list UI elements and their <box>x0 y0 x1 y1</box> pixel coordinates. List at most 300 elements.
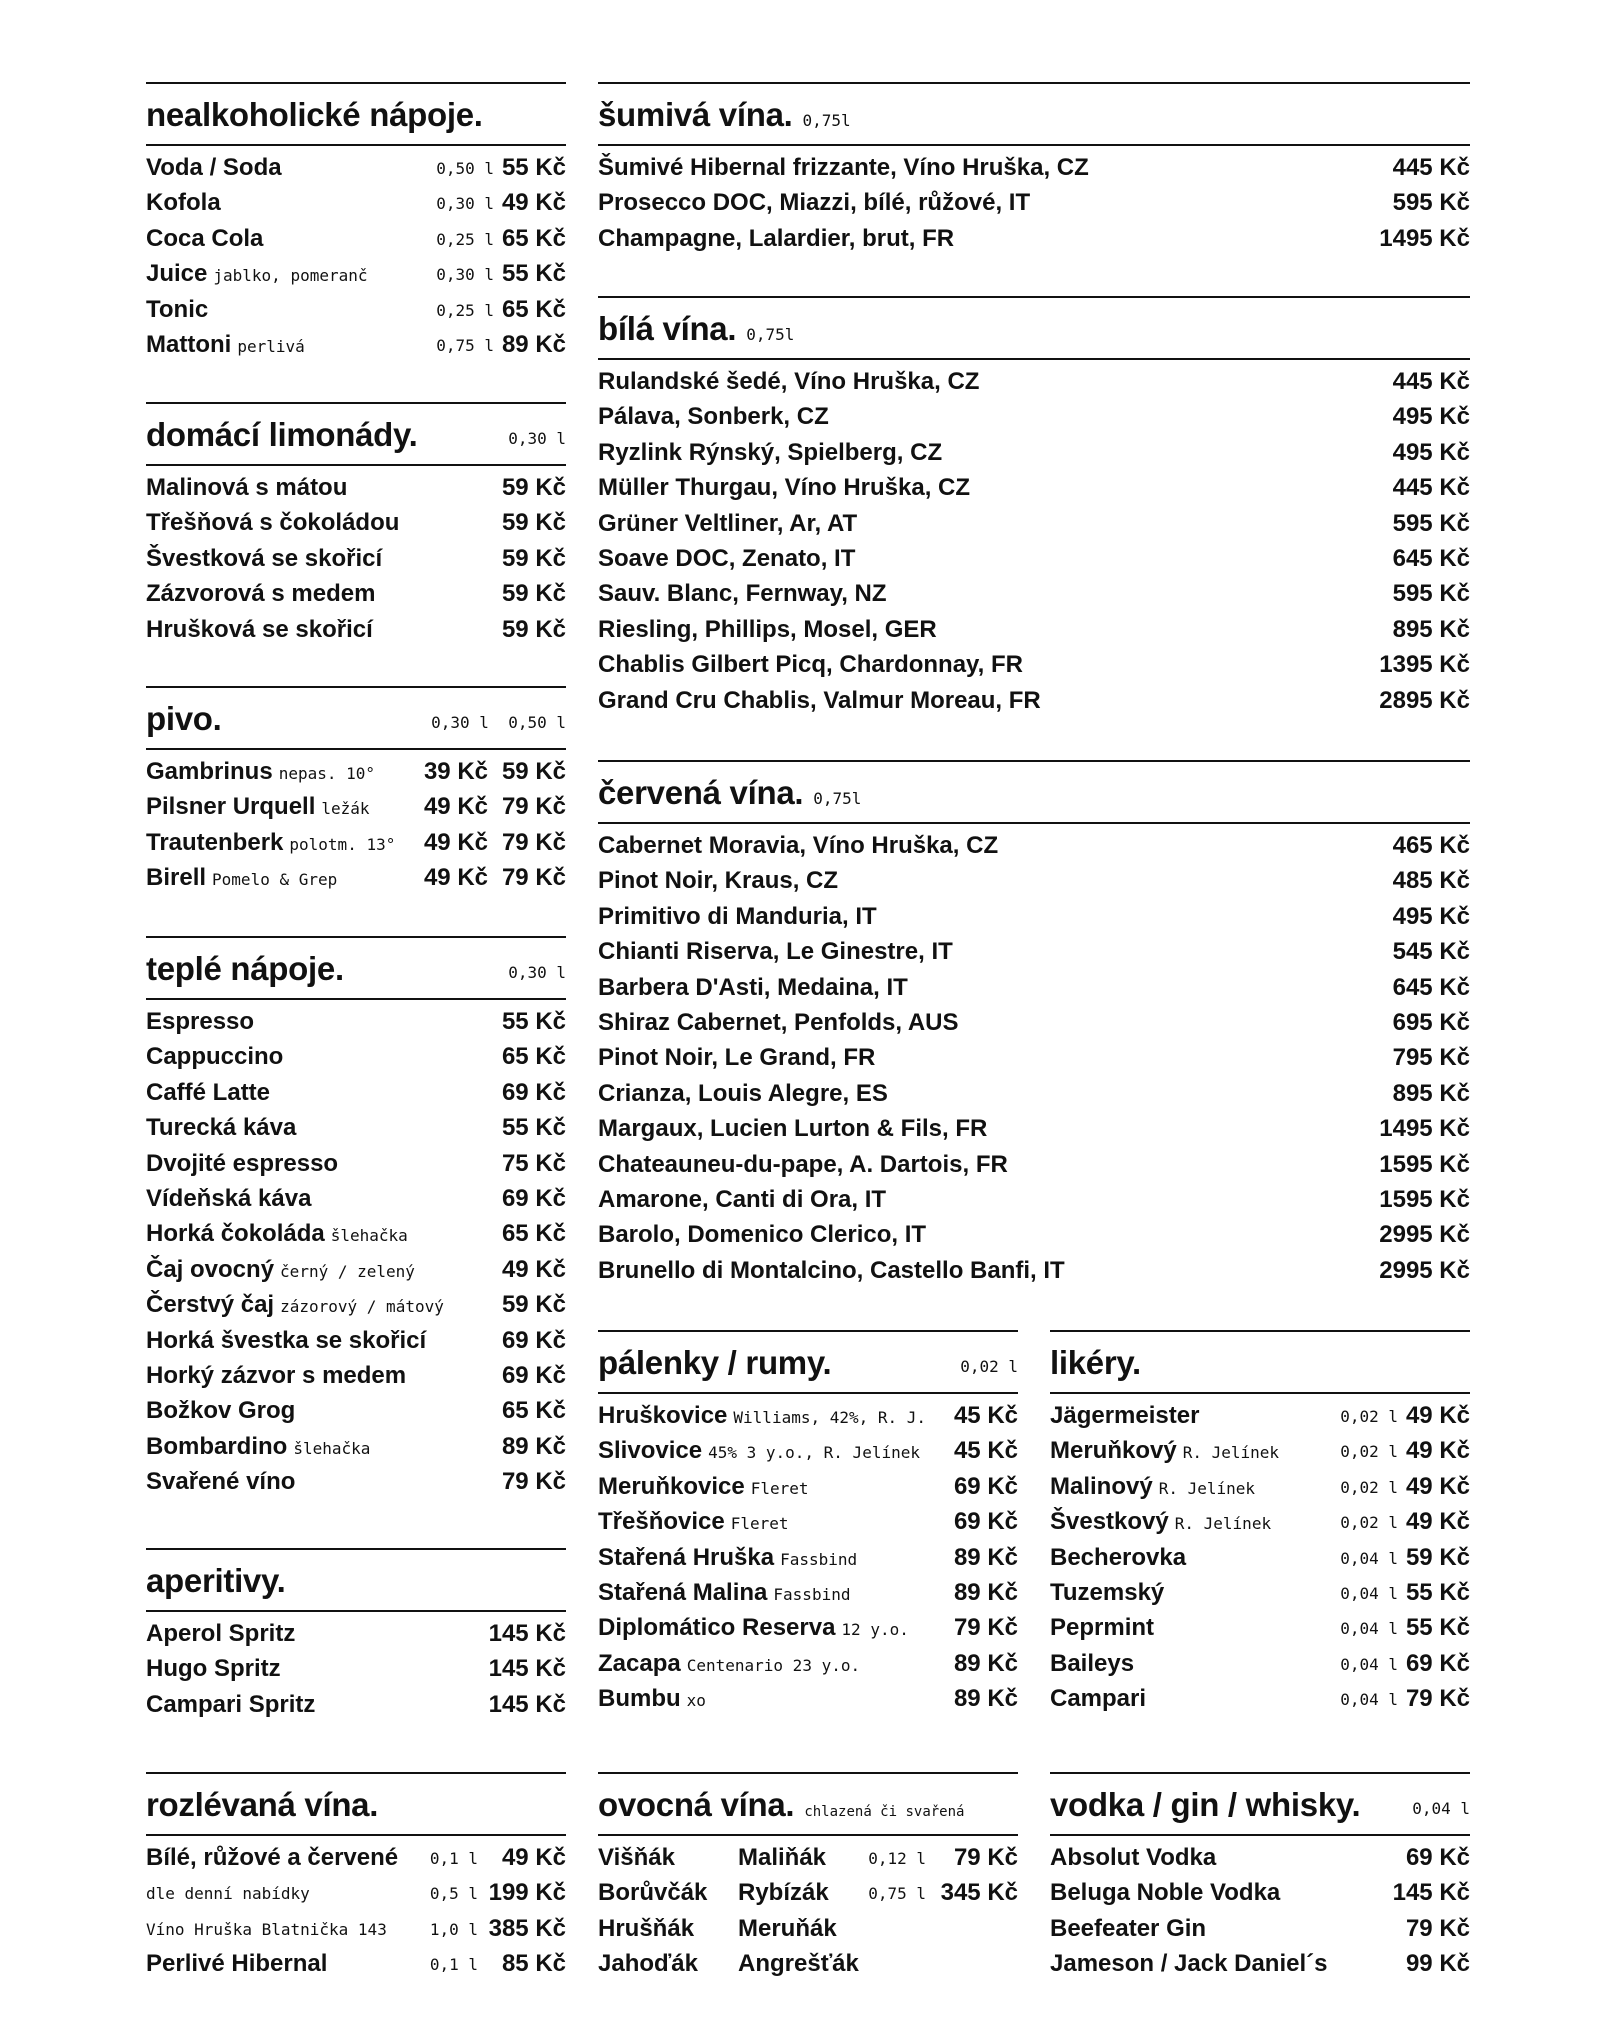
section-header <box>598 298 1470 360</box>
item-name: Sauv. Blanc, Fernway, NZ <box>598 580 887 608</box>
section-header <box>1050 1332 1470 1394</box>
menu-item <box>146 1111 566 1146</box>
menu-item <box>1050 1947 1470 1982</box>
menu-item <box>146 1876 566 1911</box>
item-price-large: 79 Kč <box>501 793 566 821</box>
section-header <box>146 404 566 466</box>
menu-item <box>146 790 566 825</box>
item-name: Borůvčák <box>598 1879 708 1907</box>
item-name: Švestkový <box>1050 1508 1169 1536</box>
item-price: 85 Kč <box>501 1950 566 1978</box>
item-name: Švestková se skořicí <box>146 544 383 572</box>
menu-item <box>146 506 566 541</box>
item-name: Šumivé Hibernal frizzante, Víno Hruška, CZ <box>598 154 1089 181</box>
menu-item <box>598 1541 1018 1576</box>
item-name: Riesling, Phillips, Mosel, GER <box>598 615 937 643</box>
item-name: Tonic <box>146 295 209 323</box>
section-title: vodka / gin / whisky. <box>1050 1786 1361 1823</box>
item-price: 145 Kč <box>488 1655 566 1683</box>
item-price: 1595 Kč <box>1379 1150 1470 1178</box>
item-name: Amarone, Canti di Ora, IT <box>598 1185 887 1213</box>
section-teple <box>146 936 566 1500</box>
menu-item <box>146 1912 566 1947</box>
menu-item <box>146 861 566 896</box>
item-price: 145 Kč <box>1392 1879 1470 1907</box>
section-note: 0,75l <box>746 325 795 344</box>
item-name: Pilsner Urquell <box>146 793 316 821</box>
item-name: Jahoďák <box>598 1950 698 1978</box>
section-title-text: šumivá vína. <box>598 96 793 133</box>
menu-item <box>146 1617 566 1652</box>
item-price: 45 Kč <box>953 1402 1018 1429</box>
item-name: Angrešťák <box>738 1950 859 1978</box>
item-price: 89 Kč <box>501 330 566 358</box>
item-name: dle denní nabídky <box>146 1884 310 1904</box>
menu-item <box>146 222 566 257</box>
item-name: Třešňovice <box>598 1508 725 1536</box>
item-name: Jägermeister <box>1050 1402 1200 1429</box>
item-price: 595 Kč <box>1392 509 1470 537</box>
item-name: Cappuccino <box>146 1043 284 1071</box>
item-price: 49 Kč <box>1405 1508 1470 1536</box>
item-name: Diplomático Reserva <box>598 1614 836 1642</box>
menu-item <box>598 1006 1470 1041</box>
item-name: Zázvorová s medem <box>146 580 376 608</box>
menu-list <box>598 360 1470 719</box>
item-name: Zacapa <box>598 1649 681 1677</box>
menu-item <box>1050 1434 1470 1469</box>
item-name: Barolo, Domenico Clerico, IT <box>598 1221 927 1249</box>
item-name: Caffé Latte <box>146 1078 271 1106</box>
item-name: Beluga Noble Vodka <box>1050 1879 1281 1907</box>
item-price: 59 Kč <box>501 615 566 643</box>
menu-item <box>598 1112 1470 1147</box>
item-name: Perlivé Hibernal <box>146 1950 328 1978</box>
menu-item <box>146 1253 566 1288</box>
section-volume: 0,30 l 0,50 l <box>431 713 566 732</box>
item-price: 79 Kč <box>1405 1914 1470 1942</box>
item-price: 65 Kč <box>501 295 566 323</box>
item-price-small: 49 Kč <box>423 864 488 892</box>
section-header <box>146 938 566 1000</box>
item-volume: 0,75 l <box>436 335 494 355</box>
section-header <box>598 762 1470 824</box>
menu-item <box>598 1218 1470 1253</box>
item-name: Juice <box>146 260 208 288</box>
item-note: Pomelo & Grep <box>212 870 338 890</box>
item-note: šlehačka <box>293 1438 371 1458</box>
item-price: 49 Kč <box>501 1255 566 1283</box>
item-name: Hrušková se skořicí <box>146 615 373 643</box>
section-title: likéry. <box>1050 1344 1141 1381</box>
item-name: Brunello di Montalcino, Castello Banfi, IT <box>598 1256 1065 1284</box>
section-sumiva <box>598 82 1470 257</box>
item-name: Bílé, růžové a červené <box>146 1844 399 1871</box>
item-price: 69 Kč <box>953 1508 1018 1536</box>
menu-item <box>598 577 1470 612</box>
item-volume: 0,04 l <box>1340 1654 1398 1674</box>
section-aperitivy <box>146 1548 566 1723</box>
item-volume: 0,75 l <box>868 1884 926 1904</box>
item-name: Campari Spritz <box>146 1690 316 1718</box>
item-volume: 0,04 l <box>1340 1690 1398 1710</box>
menu-item <box>598 1841 1018 1876</box>
menu-item <box>598 829 1470 864</box>
item-name: Peprmint <box>1050 1614 1155 1642</box>
section-header <box>598 1774 1018 1836</box>
section-volume: 0,30 l <box>508 963 566 982</box>
item-price: 895 Kč <box>1392 1079 1470 1107</box>
item-name: Dvojité espresso <box>146 1149 339 1177</box>
menu-item <box>146 293 566 328</box>
section-title <box>598 310 794 348</box>
item-name: Becherovka <box>1050 1543 1187 1571</box>
menu-item <box>598 1041 1470 1076</box>
item-price: 495 Kč <box>1392 403 1470 431</box>
item-name: Meruňkový <box>1050 1437 1177 1465</box>
item-name: Espresso <box>146 1008 255 1035</box>
item-price: 59 Kč <box>501 509 566 537</box>
menu-item <box>146 1182 566 1217</box>
item-price: 895 Kč <box>1392 615 1470 643</box>
item-name: Baileys <box>1050 1649 1135 1677</box>
item-price-small: 39 Kč <box>423 758 488 785</box>
section-nealko <box>146 82 566 363</box>
menu-item <box>598 507 1470 542</box>
item-price: 445 Kč <box>1392 154 1470 181</box>
item-price: 445 Kč <box>1392 474 1470 502</box>
item-price: 595 Kč <box>1392 580 1470 608</box>
item-price: 89 Kč <box>953 1543 1018 1571</box>
item-price: 495 Kč <box>1392 902 1470 930</box>
item-note: Fassbind <box>773 1584 851 1604</box>
section-note: chlazená či svařená <box>804 1804 965 1820</box>
menu-item <box>1050 1576 1470 1611</box>
item-price: 99 Kč <box>1405 1950 1470 1978</box>
item-name: Božkov Grog <box>146 1397 296 1425</box>
item-price: 65 Kč <box>501 1397 566 1425</box>
item-price: 59 Kč <box>501 544 566 572</box>
menu-item <box>146 577 566 612</box>
item-name: Čerstvý čaj <box>146 1291 275 1319</box>
menu-item <box>598 1470 1018 1505</box>
menu-item <box>146 1324 566 1359</box>
item-note: jablko, pomeranč <box>213 266 368 286</box>
item-name: Rybízák <box>738 1879 829 1907</box>
item-name: Champagne, Lalardier, brut, FR <box>598 224 955 252</box>
item-price: 79 Kč <box>501 1468 566 1496</box>
menu-item <box>598 900 1470 935</box>
item-price-large: 59 Kč <box>501 758 566 785</box>
item-volume: 0,12 l <box>868 1849 926 1868</box>
section-title <box>598 96 851 134</box>
item-price: 1395 Kč <box>1379 651 1470 679</box>
item-price: 89 Kč <box>501 1432 566 1460</box>
item-volume: 0,04 l <box>1340 1583 1398 1603</box>
item-price: 485 Kč <box>1392 867 1470 895</box>
item-name: Margaux, Lucien Lurton & Fils, FR <box>598 1115 988 1143</box>
item-volume: 0,02 l <box>1340 1407 1398 1426</box>
menu-list <box>146 750 566 897</box>
section-ovocna <box>598 1772 1018 1983</box>
item-name: Chateauneu-du-pape, A. Dartois, FR <box>598 1150 1008 1178</box>
item-price: 65 Kč <box>501 224 566 252</box>
item-name: Svařené víno <box>146 1468 296 1496</box>
item-price: 59 Kč <box>1405 1543 1470 1571</box>
item-volume: 0,50 l <box>436 159 494 178</box>
item-name: Ryzlink Rýnský, Spielberg, CZ <box>598 438 943 466</box>
menu-item <box>146 1394 566 1429</box>
item-price: 89 Kč <box>953 1685 1018 1713</box>
menu-item <box>146 1076 566 1111</box>
section-volume: 0,04 l <box>1412 1799 1470 1818</box>
menu-list <box>598 1394 1018 1718</box>
item-price: 385 Kč <box>488 1914 566 1942</box>
menu-item <box>598 365 1470 400</box>
menu-item <box>598 436 1470 471</box>
item-name: Gambrinus <box>146 758 273 785</box>
menu-item <box>598 1434 1018 1469</box>
item-note: 12 y.o. <box>841 1620 909 1640</box>
item-price: 59 Kč <box>501 474 566 501</box>
section-title-text: ovocná vína. <box>598 1786 795 1823</box>
section-vodka <box>1050 1772 1470 1983</box>
item-name: Prosecco DOC, Miazzi, bílé, růžové, IT <box>598 189 1031 217</box>
item-name: Shiraz Cabernet, Penfolds, AUS <box>598 1008 959 1036</box>
item-price-small: 49 Kč <box>423 828 488 856</box>
item-note: ležák <box>321 799 370 819</box>
item-volume: 0,02 l <box>1340 1477 1398 1497</box>
item-name: Aperol Spritz <box>146 1620 296 1647</box>
item-note: polotm. 13° <box>289 834 396 854</box>
item-volume: 0,02 l <box>1340 1442 1398 1462</box>
item-price: 545 Kč <box>1392 938 1470 966</box>
item-price: 595 Kč <box>1392 189 1470 217</box>
item-price: 75 Kč <box>501 1149 566 1177</box>
item-price: 2995 Kč <box>1379 1221 1470 1249</box>
item-price: 2895 Kč <box>1379 686 1470 714</box>
item-volume: 1,0 l <box>429 1919 478 1939</box>
section-cervena <box>598 760 1470 1289</box>
item-price: 645 Kč <box>1392 544 1470 572</box>
menu-item <box>146 328 566 363</box>
item-name: Vídeňská káva <box>146 1184 312 1212</box>
item-name: Hrušňák <box>598 1914 695 1942</box>
item-price-large: 79 Kč <box>501 864 566 892</box>
item-name: Meruňkovice <box>598 1472 745 1500</box>
section-title: pivo. <box>146 700 222 737</box>
item-name: Birell <box>146 864 207 892</box>
menu-list <box>146 1612 566 1723</box>
menu-list <box>598 1836 1018 1983</box>
item-note: zázorový / mátový <box>280 1297 444 1317</box>
menu-item <box>598 1148 1470 1183</box>
item-price: 145 Kč <box>488 1690 566 1718</box>
item-price: 49 Kč <box>501 189 566 217</box>
item-name: Cabernet Moravia, Víno Hruška, CZ <box>598 832 999 859</box>
menu-item <box>598 1505 1018 1540</box>
item-name: Bombardino <box>146 1432 288 1460</box>
item-price: 1495 Kč <box>1379 1115 1470 1143</box>
item-name: Turecká káva <box>146 1114 297 1142</box>
item-price: 465 Kč <box>1392 832 1470 859</box>
item-price: 495 Kč <box>1392 438 1470 466</box>
menu-list <box>146 1000 566 1500</box>
item-price: 79 Kč <box>953 1844 1018 1871</box>
menu-item <box>146 826 566 861</box>
menu-item <box>598 1611 1018 1646</box>
menu-item <box>1050 1611 1470 1646</box>
menu-item <box>598 400 1470 435</box>
menu-item <box>598 971 1470 1006</box>
menu-item <box>146 186 566 221</box>
item-price: 69 Kč <box>501 1184 566 1212</box>
menu-item <box>598 935 1470 970</box>
menu-item <box>146 1147 566 1182</box>
item-name: Tuzemský <box>1050 1578 1165 1606</box>
section-volume: 0,02 l <box>960 1357 1018 1376</box>
item-price: 55 Kč <box>1405 1614 1470 1642</box>
item-price: 69 Kč <box>501 1078 566 1106</box>
item-name: Stařená Malina <box>598 1578 768 1606</box>
menu-item <box>598 1947 1018 1982</box>
item-name: Grand Cru Chablis, Valmur Moreau, FR <box>598 686 1041 714</box>
item-name: Müller Thurgau, Víno Hruška, CZ <box>598 474 971 502</box>
menu-list <box>598 824 1470 1289</box>
item-name: Pinot Noir, Kraus, CZ <box>598 867 839 895</box>
menu-item <box>1050 1876 1470 1911</box>
item-volume: 0,30 l <box>436 194 494 214</box>
menu-item <box>146 471 566 506</box>
menu-item <box>146 1359 566 1394</box>
item-name: Hugo Spritz <box>146 1655 281 1683</box>
section-header <box>146 688 566 750</box>
menu-item <box>1050 1470 1470 1505</box>
item-name: Víno Hruška Blatnička 143 <box>146 1919 387 1939</box>
item-price: 345 Kč <box>940 1879 1018 1907</box>
item-note: 45% 3 y.o., R. Jelínek <box>708 1443 920 1463</box>
item-price: 89 Kč <box>953 1649 1018 1677</box>
section-title: rozlévaná vína. <box>146 1786 379 1823</box>
menu-item <box>598 186 1470 221</box>
item-price: 89 Kč <box>953 1578 1018 1606</box>
item-price: 55 Kč <box>501 1114 566 1142</box>
item-price: 1595 Kč <box>1379 1185 1470 1213</box>
item-volume: 0,25 l <box>436 300 494 320</box>
item-name: Coca Cola <box>146 224 264 252</box>
section-header <box>146 1550 566 1612</box>
menu-item <box>598 864 1470 899</box>
item-price: 49 Kč <box>1405 1437 1470 1465</box>
menu-item <box>598 684 1470 719</box>
menu-item <box>598 1647 1018 1682</box>
item-price: 695 Kč <box>1392 1008 1470 1036</box>
section-header <box>146 1774 566 1836</box>
item-price: 65 Kč <box>501 1043 566 1071</box>
menu-list <box>1050 1394 1470 1718</box>
section-limonady <box>146 402 566 648</box>
item-name: Třešňová s čokoládou <box>146 509 400 537</box>
section-note: 0,75l <box>813 789 862 808</box>
item-price: 79 Kč <box>953 1614 1018 1642</box>
item-name: Kofola <box>146 189 221 217</box>
item-note: Fleret <box>730 1514 789 1534</box>
item-price: 645 Kč <box>1392 973 1470 1001</box>
item-price-large: 79 Kč <box>501 828 566 856</box>
item-name: Grüner Veltliner, Ar, AT <box>598 509 858 537</box>
menu-item <box>146 613 566 648</box>
menu-list <box>146 466 566 648</box>
menu-item <box>146 1288 566 1323</box>
menu-item <box>1050 1841 1470 1876</box>
section-title-text: červená vína. <box>598 774 804 811</box>
item-price: 55 Kč <box>501 154 566 181</box>
item-price: 69 Kč <box>501 1361 566 1389</box>
item-name: Bumbu <box>598 1685 681 1713</box>
section-title: nealkoholické nápoje. <box>146 96 483 133</box>
section-likery <box>1050 1330 1470 1718</box>
item-price: 1495 Kč <box>1379 224 1470 252</box>
section-header <box>598 1332 1018 1394</box>
item-note: Williams, 42%, R. J. <box>733 1408 927 1427</box>
item-note: xo <box>686 1691 706 1711</box>
item-name: Malinová s mátou <box>146 474 348 501</box>
item-name: Absolut Vodka <box>1050 1844 1217 1871</box>
item-name: Slivovice <box>598 1437 703 1465</box>
item-name: Primitivo di Manduria, IT <box>598 902 877 930</box>
menu-list <box>146 1836 566 1983</box>
menu-item <box>146 542 566 577</box>
section-title <box>598 1786 964 1824</box>
item-name: Stařená Hruška <box>598 1543 775 1571</box>
menu-item <box>146 1040 566 1075</box>
item-name: Mattoni <box>146 330 232 358</box>
menu-item <box>598 1183 1470 1218</box>
item-name: Chablis Gilbert Picq, Chardonnay, FR <box>598 651 1023 679</box>
item-note: R. Jelínek <box>1182 1443 1280 1463</box>
menu-list <box>146 146 566 363</box>
section-header <box>1050 1774 1470 1836</box>
item-name: Maliňák <box>738 1844 827 1871</box>
item-name: Rulandské šedé, Víno Hruška, CZ <box>598 368 980 395</box>
item-volume: 0,30 l <box>436 265 494 285</box>
menu-item <box>146 151 566 186</box>
section-volume: 0,30 l <box>508 429 566 448</box>
item-name: Voda / Soda <box>146 154 282 181</box>
item-volume: 0,25 l <box>436 229 494 249</box>
menu-item <box>146 1947 566 1982</box>
menu-item <box>598 471 1470 506</box>
section-rozlevana <box>146 1772 566 1983</box>
item-price: 2995 Kč <box>1379 1256 1470 1284</box>
item-price-small: 49 Kč <box>423 793 488 821</box>
menu-item <box>146 1217 566 1252</box>
item-price: 49 Kč <box>1405 1402 1470 1429</box>
item-price: 69 Kč <box>1405 1649 1470 1677</box>
item-volume: 0,04 l <box>1340 1619 1398 1639</box>
menu-item <box>1050 1682 1470 1717</box>
menu-item <box>598 222 1470 257</box>
item-name: Čaj ovocný <box>146 1255 275 1283</box>
section-pivo <box>146 686 566 897</box>
item-name: Beefeater Gin <box>1050 1914 1207 1942</box>
menu-item <box>1050 1912 1470 1947</box>
menu-item <box>598 1576 1018 1611</box>
item-name: Horká švestka se skořicí <box>146 1326 427 1354</box>
item-name: Višňák <box>598 1844 675 1871</box>
item-name: Horký zázvor s medem <box>146 1361 407 1389</box>
item-name: Crianza, Louis Alegre, ES <box>598 1079 888 1107</box>
